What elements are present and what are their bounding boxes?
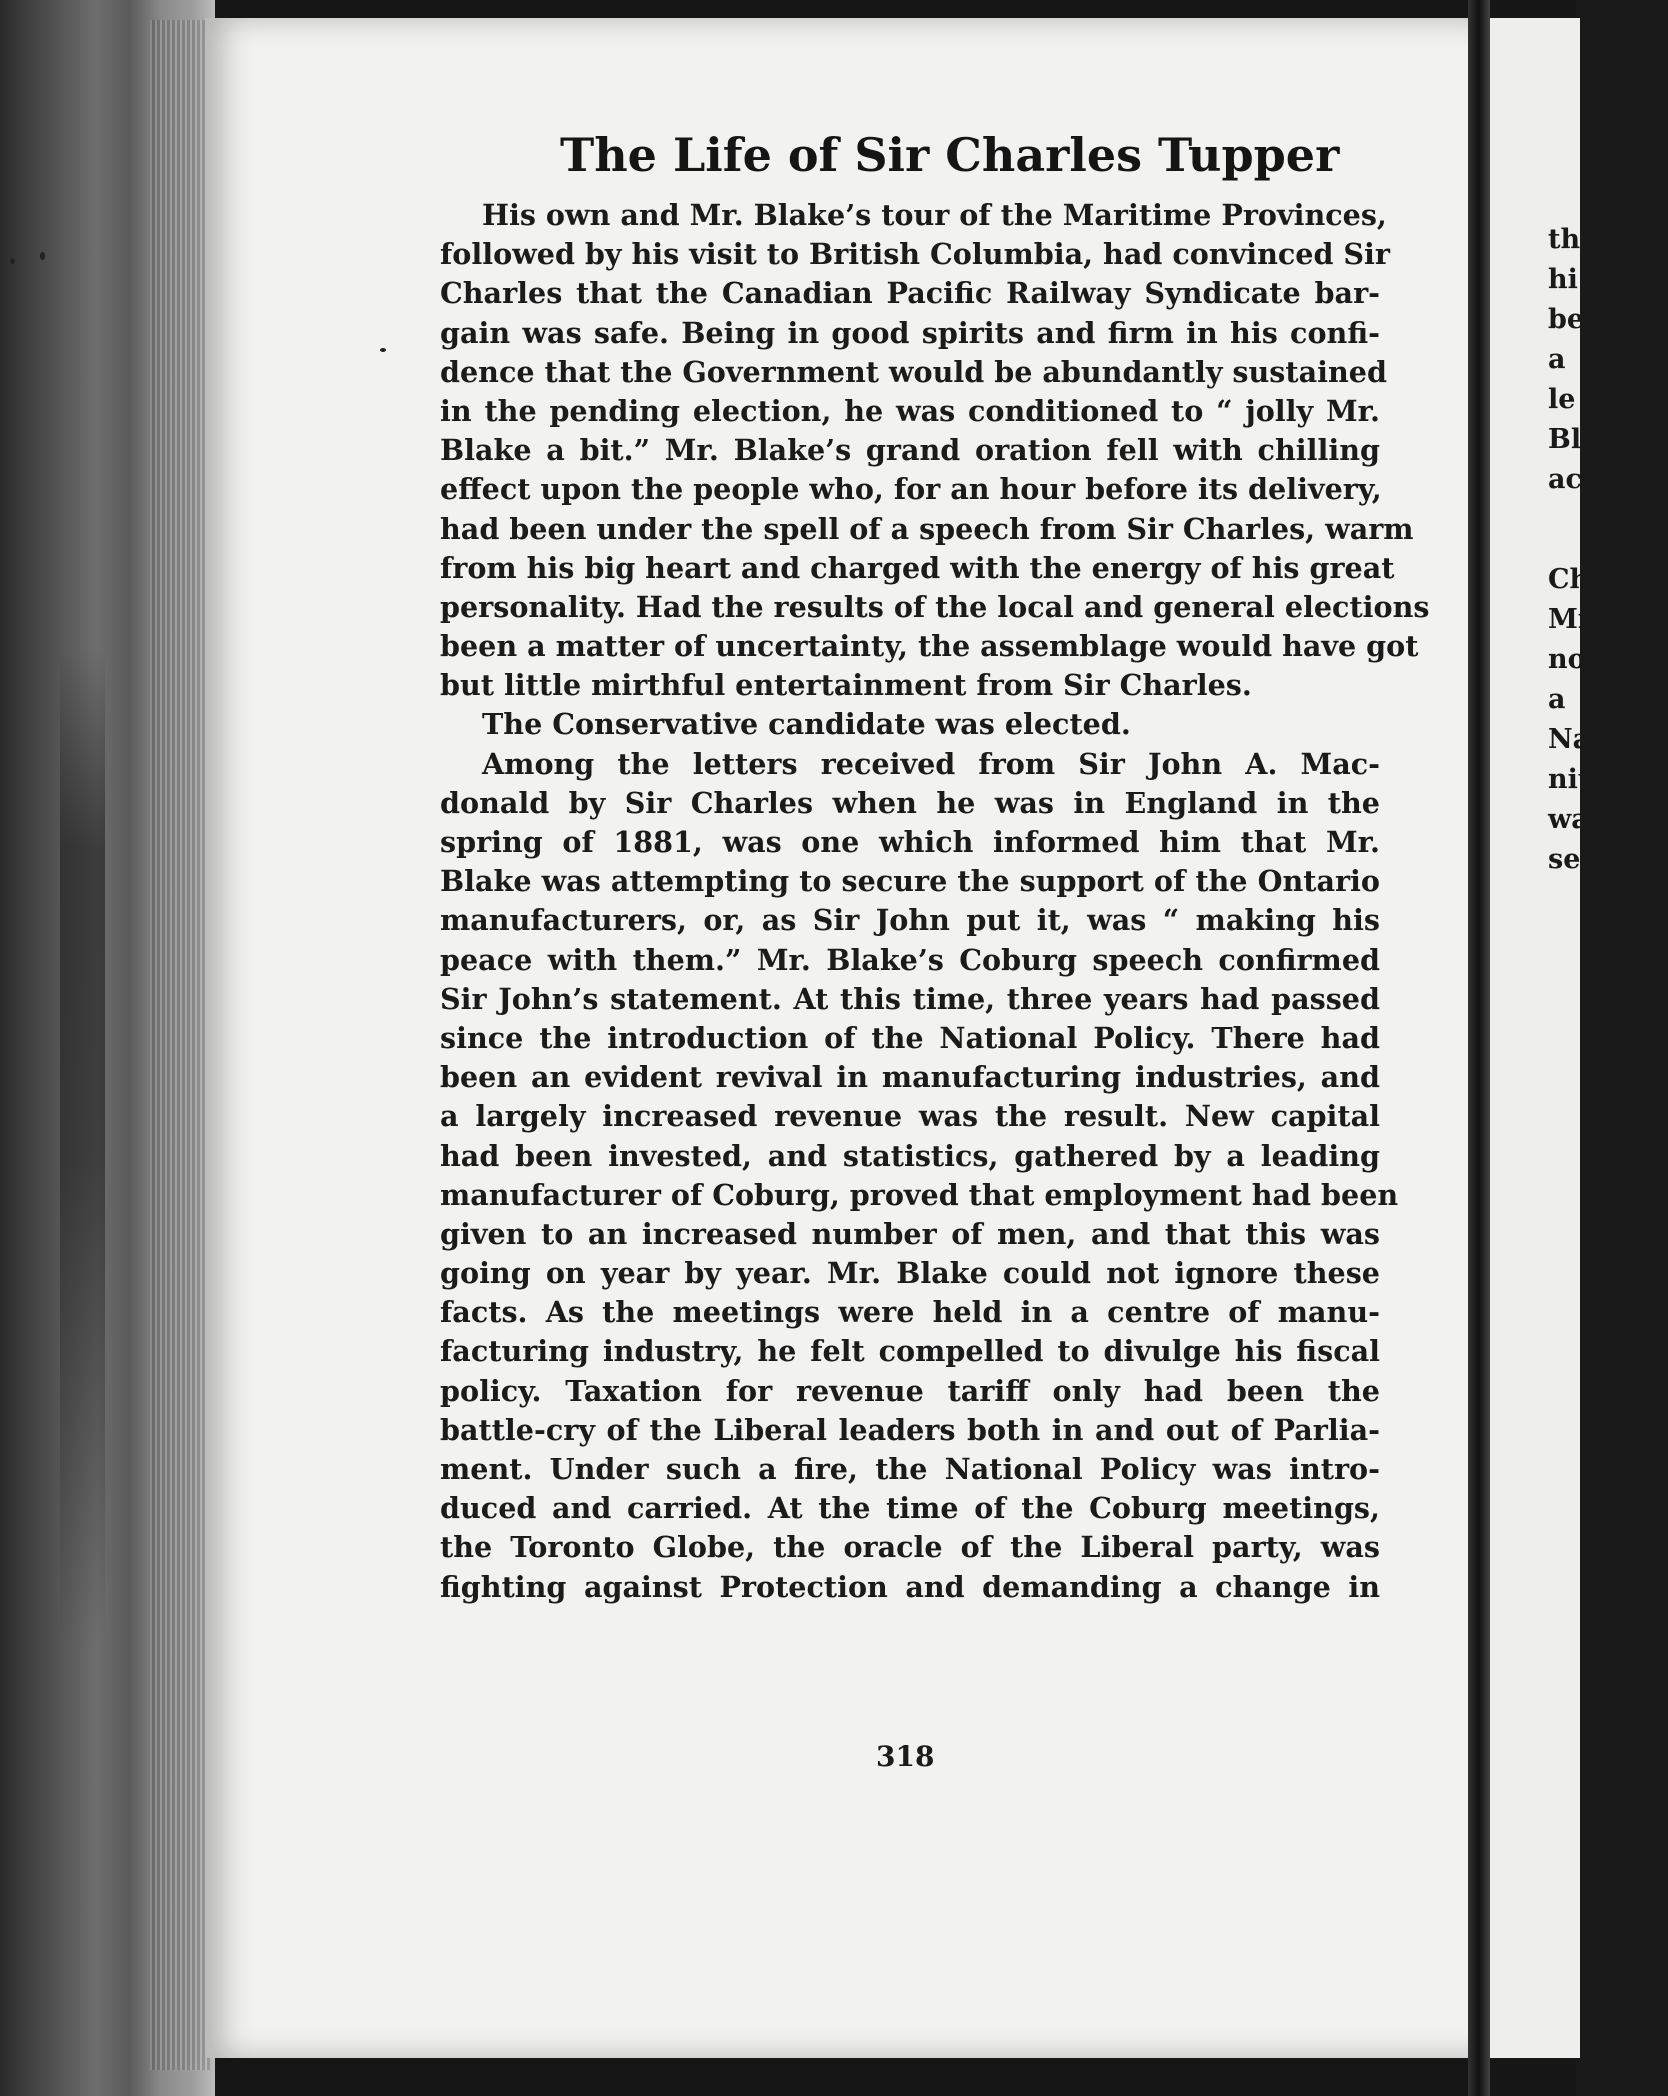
facing-fragment: wa: [1548, 804, 1589, 835]
text-line: been an evident revival in manufacturing industries, and: [440, 1060, 1380, 1095]
facing-fragment: Bl: [1548, 424, 1582, 455]
facing-fragment: hi: [1548, 264, 1578, 295]
facing-fragment: Mr: [1548, 604, 1593, 635]
page-edges: [150, 20, 210, 2070]
text-line: gain was safe. Being in good spirits and firm in his confi-: [440, 315, 1380, 350]
dust-speck: [40, 252, 45, 260]
book-edge: [0, 0, 215, 2096]
text-line: had been invested, and statistics, gathered by a leading: [440, 1138, 1380, 1173]
dust-speck: [10, 258, 15, 264]
facing-fragment: a: [1548, 344, 1566, 375]
text-line: manufacturers, or, as Sir John put it, was “ making his: [440, 903, 1380, 938]
facing-fragment: Na: [1548, 724, 1591, 755]
text-line: Sir John’s statement. At this time, three years had passed: [440, 981, 1380, 1016]
text-line: Among the letters received from Sir John A. Mac-: [482, 746, 1380, 781]
text-line: effect upon the people who, for an hour before its delivery,: [440, 472, 1382, 507]
text-line: battle-cry of the Liberal leaders both in and out of Parlia-: [440, 1412, 1380, 1447]
facing-fragment: nit: [1548, 764, 1591, 795]
facing-fragment: be: [1548, 304, 1585, 335]
running-head: The Life of Sir Charles Tupper: [560, 128, 1340, 182]
text-line: His own and Mr. Blake’s tour of the Maritime Provinces,: [482, 198, 1387, 232]
text-line: facturing industry, he felt compelled to divulge his fiscal: [440, 1334, 1380, 1369]
body-text: [440, 196, 1430, 1607]
facing-fragment: Ch: [1548, 564, 1590, 595]
text-line: ment. Under such a fire, the National Policy was intro-: [440, 1452, 1380, 1486]
text-line: dence that the Government would be abundantly sustained: [440, 354, 1387, 389]
text-line: from his big heart and charged with the energy of his great: [440, 550, 1395, 585]
text-line: manufacturer of Coburg, proved that employment had been: [440, 1177, 1399, 1212]
dust-speck: [380, 348, 386, 352]
text-line: Blake a bit.” Mr. Blake’s grand oration fell with chilling: [440, 433, 1380, 468]
text-line: donald by Sir Charles when he was in England in the: [440, 785, 1380, 820]
text-line: but little mirthful entertainment from Sir Charles.: [440, 668, 1252, 703]
text-line: had been under the spell of a speech from Sir Charles, warm: [440, 511, 1414, 546]
text-line: going on year by year. Mr. Blake could not ignore these: [440, 1256, 1380, 1291]
spine-shadow: [60, 650, 105, 1650]
text-line: since the introduction of the National Policy. There had: [440, 1020, 1380, 1055]
gutter: [1468, 0, 1490, 2096]
text-line: policy. Taxation for revenue tariff only had been the: [440, 1373, 1380, 1408]
facing-fragment: th: [1548, 224, 1581, 255]
text-line: peace with them.” Mr. Blake’s Coburg speech confirmed: [440, 942, 1380, 977]
text-line: Blake was attempting to secure the support of the Ontario: [440, 864, 1380, 899]
text-line: fighting against Protection and demanding a change in: [440, 1569, 1380, 1604]
page-number: 318: [876, 1740, 935, 1773]
text-line: followed by his visit to British Columbia, had convinced Sir: [440, 237, 1390, 272]
text-line: duced and carried. At the time of the Coburg meetings,: [440, 1491, 1380, 1526]
facing-fragment: no: [1548, 644, 1586, 675]
facing-fragment: ser: [1548, 844, 1595, 875]
text-line: The Conservative candidate was elected.: [482, 707, 1131, 742]
facing-page: [1490, 18, 1595, 2058]
text-line: been a matter of uncertainty, the assemblage would have got: [440, 629, 1419, 664]
facing-fragment: a: [1548, 684, 1566, 715]
facing-fragment: ac: [1548, 464, 1582, 495]
text-line: given to an increased number of men, and that this was: [440, 1216, 1380, 1251]
text-line: facts. As the meetings were held in a centre of manu-: [440, 1295, 1380, 1330]
text-line: personality. Had the results of the local and general elections: [440, 589, 1430, 624]
text-line: a largely increased revenue was the result. New capital: [440, 1099, 1380, 1134]
text-line: spring of 1881, was one which informed him that Mr.: [440, 825, 1380, 859]
facing-fragment: le: [1548, 384, 1576, 415]
text-line: Charles that the Canadian Pacific Railway Syndicate bar-: [440, 276, 1380, 311]
text-line: the Toronto Globe, the oracle of the Liberal party, was: [440, 1530, 1380, 1565]
text-line: in the pending election, he was conditioned to “ jolly Mr.: [440, 393, 1380, 428]
